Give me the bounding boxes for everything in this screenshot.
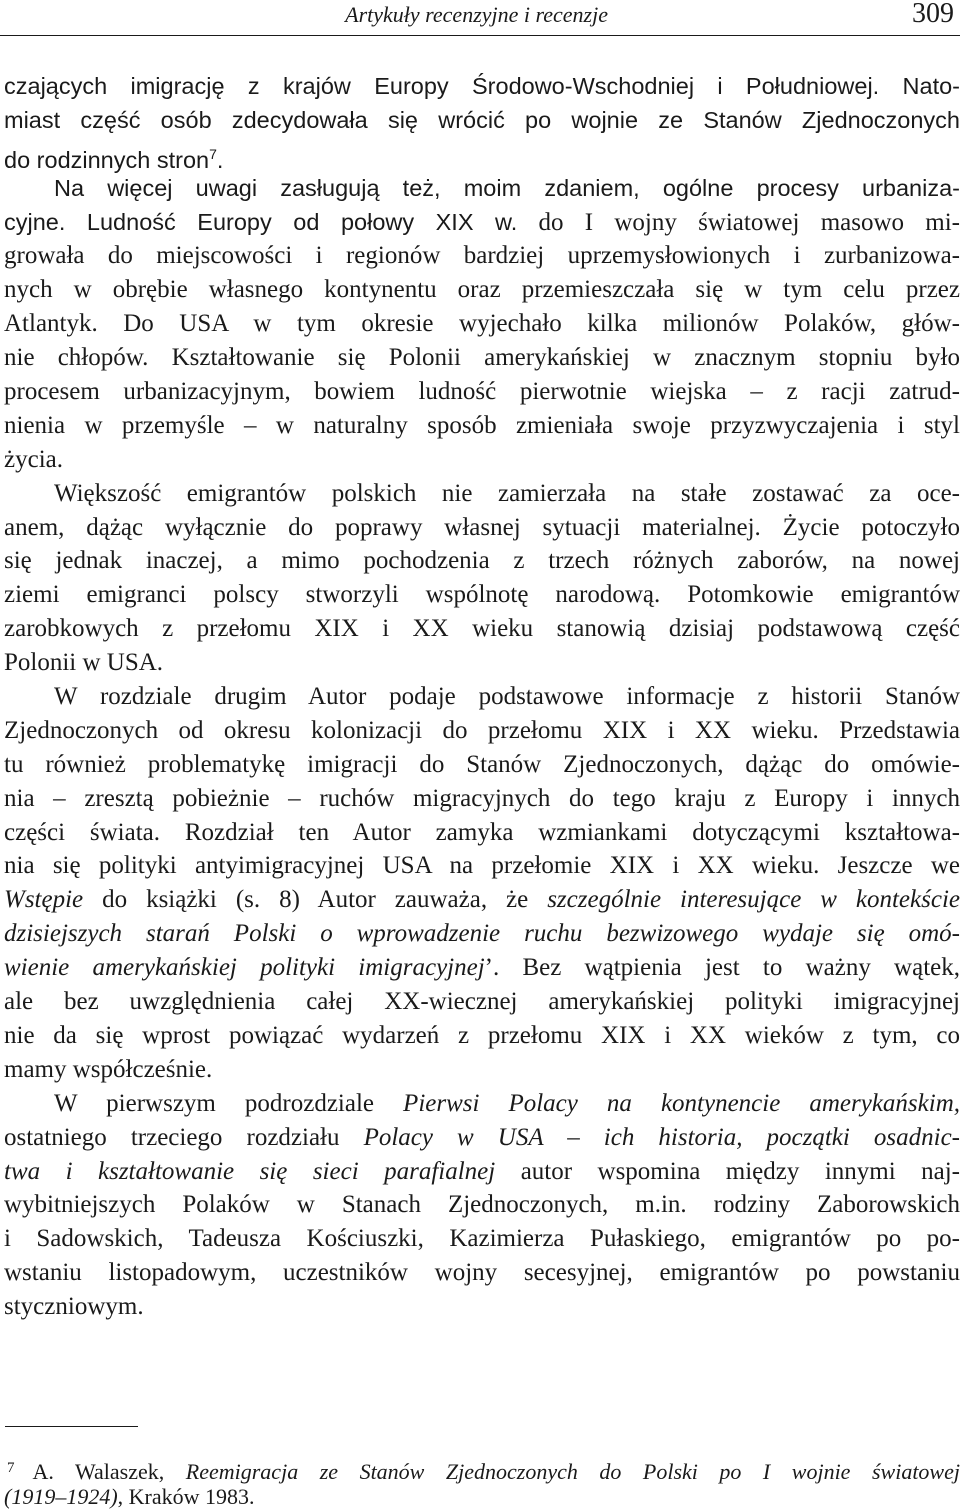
italic-title: Pierwsi Polacy na kontynencie amerykańskim, <box>403 1090 960 1117</box>
footnote-reference: 7 <box>209 146 217 162</box>
text-line: Zjednoczonych od okresu kolonizacji do przełomu XIX i XX wieku. Przedstawia <box>4 714 960 748</box>
text-span: W pierwszym podrozdziale <box>54 1090 403 1117</box>
text-line: czających imigrację z krajów Europy Środowo-Wschodniej i Południowej. Nato- <box>4 70 960 104</box>
text-line: nie chłopów. Kształtowanie się Polonii amerykańskiej w znacznym stopniu było <box>4 341 960 375</box>
text-span: , Kraków 1983. <box>118 1484 255 1509</box>
italic-title: (1919–1924) <box>4 1484 118 1509</box>
quotation-italic: dzisiejszych starań Polski o wprowadzenie ruchu bezwizowego wydaje się omó- <box>4 920 960 947</box>
text-line: zarobkowych z przełomu XIX i XX wieku stanowią dzisiaj podstawową część <box>4 612 960 646</box>
italic-title: twa i kształtowanie się sieci parafialnej <box>4 1158 495 1185</box>
text-line <box>4 1155 960 1189</box>
footnote-line <box>4 1454 960 1483</box>
text-line: Atlantyk. Do USA w tym okresie wyjechało kilka milionów Polaków, głów- <box>4 307 960 341</box>
page-header <box>0 0 960 36</box>
text-line: wybitniejszych Polaków w Stanach Zjednoczonych, m.in. rodziny Zaborowskich <box>4 1188 960 1222</box>
text-line: ziemi emigranci polscy stworzyli wspólnotę narodową. Potomkowie emigrantów <box>4 578 960 612</box>
text-line: nych w obrębie własnego kontynentu oraz przemieszczała się w tym celu przez <box>4 273 960 307</box>
italic-title: Reemigracja ze Stanów Zjednoczonych do Polski po I wojnie światowej <box>186 1459 960 1484</box>
text-line: się jednak inaczej, a mimo pochodzenia z trzech różnych zaborów, na nowej <box>4 544 960 578</box>
text-line <box>4 917 960 951</box>
text-line <box>4 206 960 240</box>
text-line <box>4 1121 960 1155</box>
text-line: tu również problematykę imigracji do Stanów Zjednoczonych, dążąc do omówie- <box>4 748 960 782</box>
text-line: mamy współcześnie. <box>4 1053 960 1087</box>
text-line: growała do miejscowości i regionów bardziej uprzemysłowionych i zurbanizowa- <box>4 239 960 273</box>
text-line: procesem urbanizacyjnym, bowiem ludność pierwotnie wiejska – z racji zatrud- <box>4 375 960 409</box>
text-span: A. Walaszek, <box>33 1459 186 1484</box>
text-span: do I wojny światowej masowo mi- <box>517 209 960 236</box>
footnote <box>4 1454 960 1511</box>
footnote-line <box>4 1483 960 1511</box>
text-span: do rodzinnych stron <box>4 147 209 173</box>
text-span: cyjne. Ludność Europy od połowy XIX w. <box>4 209 517 235</box>
quotation-italic: wienie amerykańskiej polityki imigracyjnej <box>4 954 485 981</box>
text-line: nia się polityki antyimigracyjnej USA na przełomie XIX i XX wieku. Jeszcze we <box>4 849 960 883</box>
text-line: miast część osób zdecydowała się wrócić po wojnie ze Stanów Zjednoczonych <box>4 104 960 138</box>
quotation-italic: szczególnie interesujące w kontekście <box>547 886 960 913</box>
page-number: 309 <box>912 0 954 30</box>
italic-title: Polacy w USA – ich historia, początki osadnic- <box>364 1124 960 1151</box>
text-span: autor wspomina między innymi naj- <box>495 1158 960 1185</box>
running-title: Artykuły recenzyjne i recenzje <box>345 2 608 28</box>
text-line: nie da się wprost powiązać wydarzeń z przełomu XIX i XX wieków z tym, co <box>4 1019 960 1053</box>
footnote-separator <box>5 1426 138 1427</box>
text-span: do książki (s. 8) Autor zauważa, że <box>83 886 547 913</box>
text-line: Na więcej uwagi zasługują też, moim zdaniem, ogólne procesy urbaniza- <box>4 172 960 206</box>
footnote-number: 7 <box>7 1460 15 1476</box>
text-line: styczniowym. <box>4 1290 960 1324</box>
text-span: ’. Bez wątpienia jest to ważny wątek, <box>485 954 960 981</box>
text-line: części świata. Rozdział ten Autor zamyka wzmiankami dotyczącymi kształtowa- <box>4 816 960 850</box>
text-line: nia – zresztą pobieżnie – ruchów migracyjnych do tego kraju z Europy i innych <box>4 782 960 816</box>
text-line: życia. <box>4 443 960 477</box>
text-line: Większość emigrantów polskich nie zamierzała na stałe zostawać za oce- <box>4 477 960 511</box>
text-span: ostatniego trzeciego rozdziału <box>4 1124 364 1151</box>
body-text <box>4 70 960 1324</box>
header-rule <box>0 35 960 36</box>
text-line <box>4 951 960 985</box>
text-line: Polonii w USA. <box>4 646 960 680</box>
text-line: wstaniu listopadowym, uczestników wojny secesyjnej, emigrantów po powstaniu <box>4 1256 960 1290</box>
italic-title: Wstępie <box>4 886 83 913</box>
text-line: nienia w przemyśle – w naturalny sposób zmieniała swoje przyzwyczajenia i styl <box>4 409 960 443</box>
text-line <box>4 883 960 917</box>
text-line: i Sadowskich, Tadeusza Kościuszki, Kazimierza Pułaskiego, emigrantów po po- <box>4 1222 960 1256</box>
text-span: . <box>217 147 224 173</box>
text-line <box>4 138 960 172</box>
text-line: ale bez uwzględnienia całej XX-wiecznej amerykańskiej polityki imigracyjnej <box>4 985 960 1019</box>
text-line: W rozdziale drugim Autor podaje podstawowe informacje z historii Stanów <box>4 680 960 714</box>
text-line: anem, dążąc wyłącznie do poprawy własnej sytuacji materialnej. Życie potoczyło <box>4 511 960 545</box>
text-line <box>4 1087 960 1121</box>
